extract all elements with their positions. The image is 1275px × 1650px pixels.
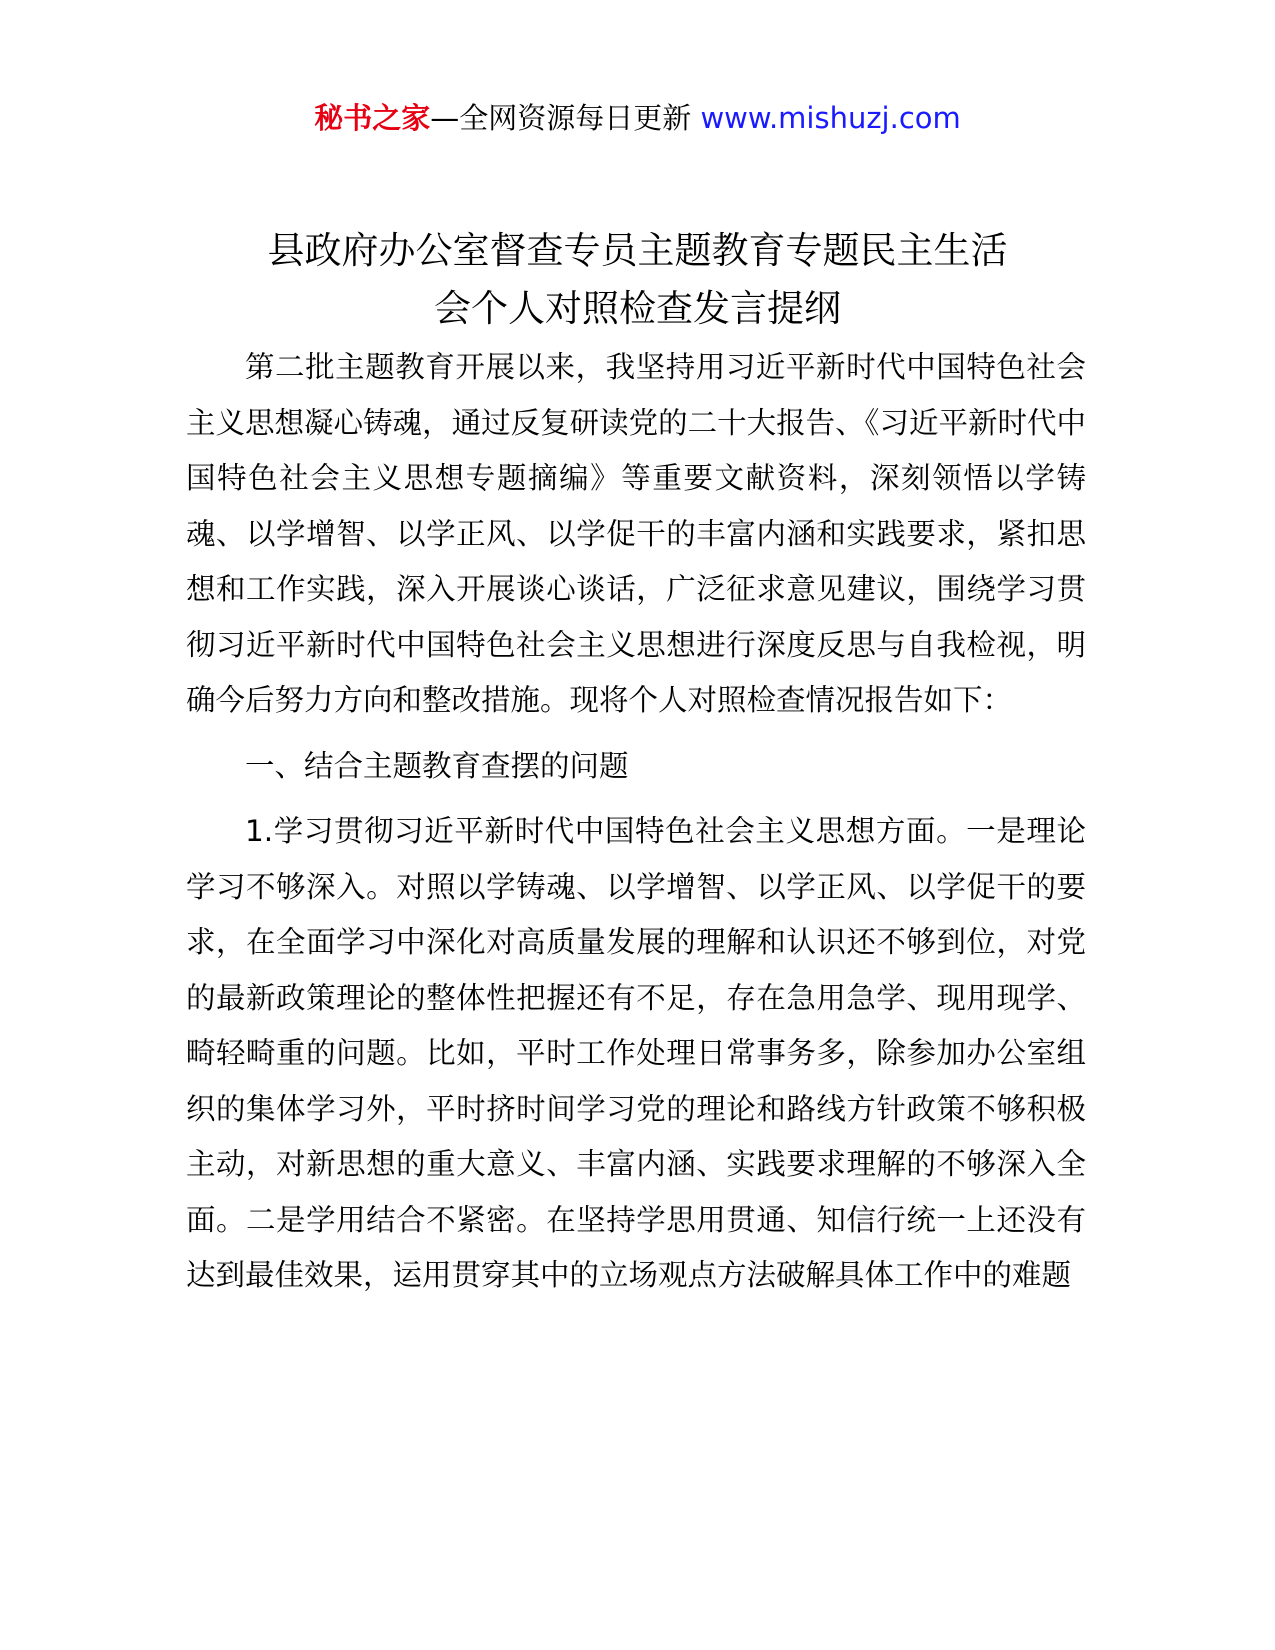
site-tagline: —全网资源每日更新 (430, 101, 692, 135)
document-title-line-1: 县政府办公室督查专员主题教育专题民主生活 (267, 229, 1008, 272)
site-url-link[interactable]: www.mishuzj.com (700, 101, 961, 135)
document-title (150, 222, 1125, 338)
intro-paragraph: 第二批主题教育开展以来，我坚持用习近平新时代中国特色社会主义思想凝心铸魂，通过反复研读党的二十大报告、《习近平新时代中国特色社会主义思想专题摘编》等重要文献资料，深刻领悟以学铸魂、以学增智、以学正风、以学促干的丰富内涵和实践要求，紧扣思想和工作实践，深入开展谈心谈话，广泛征求意见建议，围绕学习贯彻习近平新时代中国特色社会主义思想进行深度反思与自我检视，明确今后努力方向和整改措施。现将个人对照检查情况报告如下： (186, 350, 1086, 717)
section-heading: 一、结合主题教育查摆的问题 (245, 748, 629, 783)
document-title-line-2: 会个人对照检查发言提纲 (434, 287, 841, 330)
site-brand: 秘书之家 (314, 101, 431, 135)
body-paragraph: 1.学习贯彻习近平新时代中国特色社会主义思想方面。一是理论学习不够深入。对照以学铸魂、以学增智、以学正风、以学促干的要求，在全面学习中深化对高质量发展的理解和认识还不够到位，对党的最新政策理论的整体性把握还有不足，存在急用急学、现用现学、畸轻畸重的问题。比如，平时工作处理日常事务多，除参加办公室组织的集体学习外，平时挤时间学习党的理论和路线方针政策不够积极主动，对新思想的重大意义、丰富内涵、实践要求理解的不够深入全面。二是学用结合不紧密。在坚持学思用贯通、知信行统一上还没有达到最佳效果，运用贯穿其中的立场观点方法破解具体工作中的难题 (186, 814, 1086, 1292)
site-header (0, 98, 1275, 138)
document-body (186, 340, 1086, 1304)
